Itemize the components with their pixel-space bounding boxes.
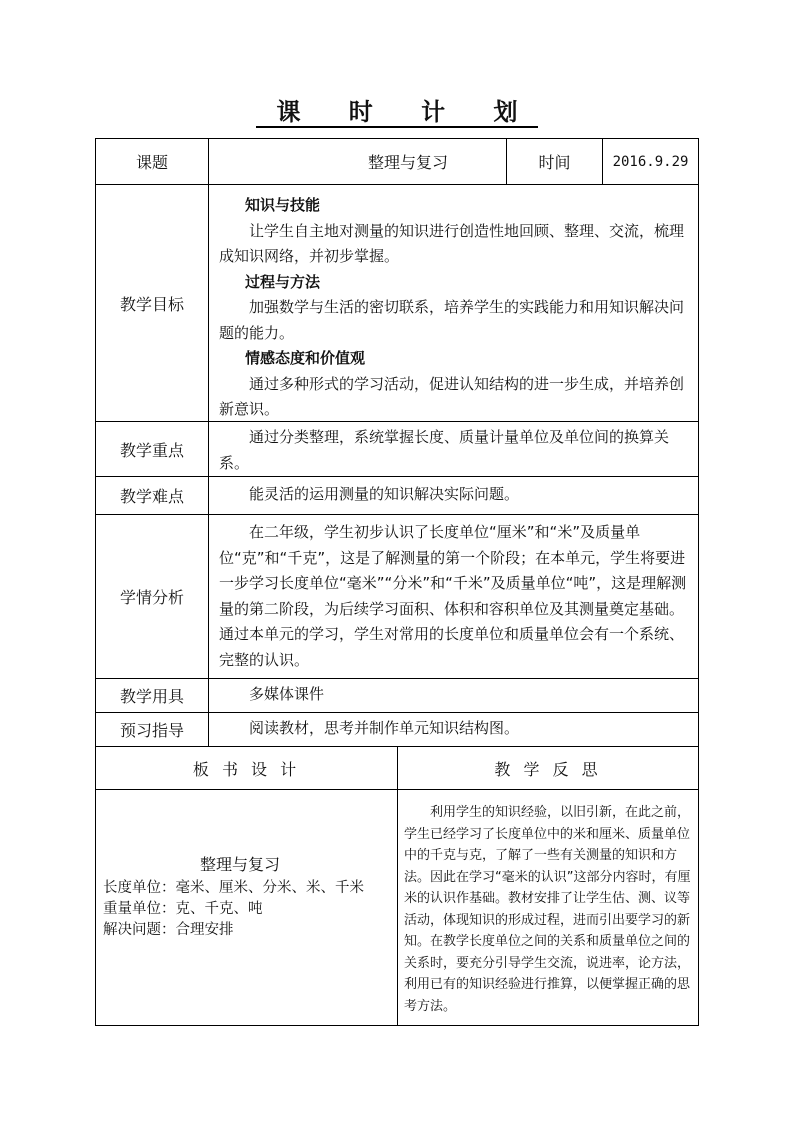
objective-heading-1: 知识与技能 xyxy=(245,196,321,214)
lesson-plan-table xyxy=(95,138,699,747)
objective-heading-3: 情感态度和价值观 xyxy=(245,349,366,367)
topic-label: 课题 xyxy=(135,153,168,172)
board-line-1: 长度单位：毫米、厘米、分米、米、千米 xyxy=(103,880,364,896)
page-title: 课 时 计 划 xyxy=(0,98,794,126)
key-points-label: 教学重点 xyxy=(96,421,208,476)
board-header: 板 书 设 计 xyxy=(192,759,301,779)
reflection-text: 利用学生的知识经验，以旧引新，在此之前，学生已经学习了长度单位中的米和厘米、质量单位中的千克与克，了解了一些有关测量的知识和方法。因此在学习“毫米的认识”这部分内容时，有厘米的认识作基础。教材安排了让学生估、测、议等活动，体现知识的形成过程，进而引出要学习的新知。在教学长度单位之间的关系和质量单位之间的关系时，要充分引导学生交流，说进率，论方法，利用已有的知识经验进行推算，以便掌握正确的思考方法。 xyxy=(404,805,691,1014)
reflection-header: 教 学 反 思 xyxy=(397,747,698,789)
board-line-2: 重量单位：克、千克、吨 xyxy=(103,901,263,917)
objective-heading-2: 过程与方法 xyxy=(245,272,321,291)
analysis-label: 学情分析 xyxy=(96,514,208,678)
reflection-content xyxy=(397,789,698,1025)
tools-label: 教学用具 xyxy=(96,678,208,712)
time-label: 时间 xyxy=(506,139,602,184)
objective-text-3: 通过多种形式的学习活动，促进认知结构的进一步生成，并培养创新意识。 xyxy=(219,374,685,418)
board-line-3: 解决问题：合理安排 xyxy=(103,922,234,938)
difficulties-label: 教学难点 xyxy=(96,476,208,514)
objectives-content xyxy=(208,184,698,421)
objective-text-2: 加强数学与生活的密切联系，培养学生的实践能力和用知识解决问题的能力。 xyxy=(219,298,685,342)
preview-text: 阅读教材，思考并制作单元知识结构图。 xyxy=(208,712,698,746)
time-value: 2016.9.29 xyxy=(602,139,698,184)
board-reflection-table xyxy=(95,746,699,1026)
objective-text-1: 让学生自主地对测量的知识进行创造性地回顾、整理、交流，梳理成知识网络，并初步掌握。 xyxy=(219,221,685,265)
topic-value: 整理与复习 xyxy=(208,139,607,184)
analysis-text: 在二年级，学生初步认识了长度单位“厘米”和“米”及质量单位“克”和“千克”，这是了解测量的第一个阶段；在本单元，学生将要进一步学习长度单位“毫米”“分米”和“千米”及质量单位“吨”，这是理解测量的第二阶段，为后续学习面积、体积和容积单位及其测量奠定基础。通过本单元的学习，学生对常用的长度单位和质量单位会有一个系统、完整的认识。 xyxy=(208,514,698,678)
key-points-text: 通过分类整理，系统掌握长度、质量计量单位及单位间的换算关系。 xyxy=(208,421,698,476)
tools-text: 多媒体课件 xyxy=(208,678,698,712)
board-content xyxy=(96,789,397,1025)
preview-label: 预习指导 xyxy=(96,712,208,746)
objectives-label: 教学目标 xyxy=(96,184,208,421)
board-title: 整理与复习 xyxy=(199,855,280,874)
difficulties-text: 能灵活的运用测量的知识解决实际问题。 xyxy=(208,476,698,514)
